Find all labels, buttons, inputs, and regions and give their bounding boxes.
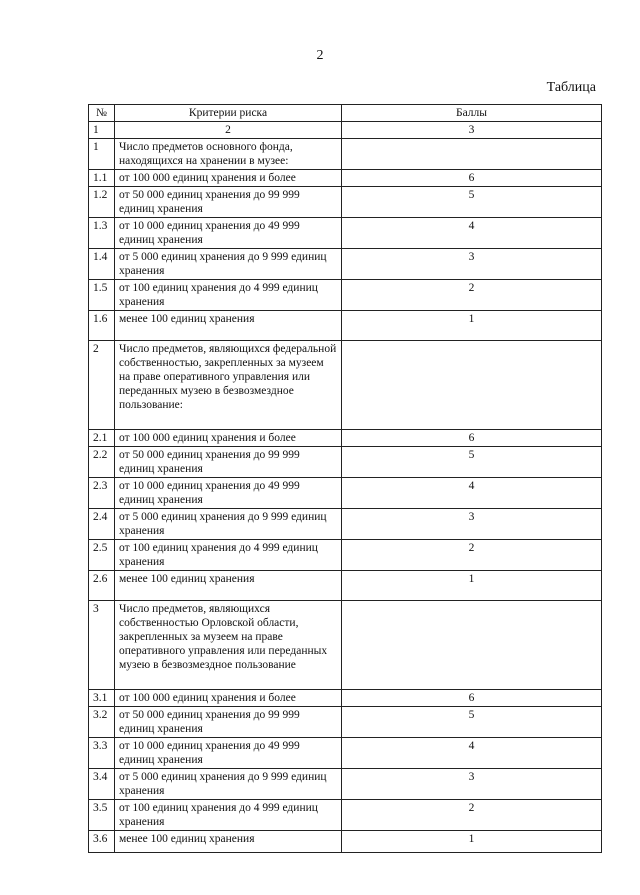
row-score: 1 (342, 571, 602, 601)
row-criteria: от 50 000 единиц хранения до 99 999 единиц хранения (115, 707, 342, 738)
header-score: Баллы (342, 105, 602, 122)
row-criteria: от 100 000 единиц хранения и более (115, 170, 342, 187)
row-criteria: от 5 000 единиц хранения до 9 999 единиц хранения (115, 769, 342, 800)
row-number: 3.2 (89, 707, 115, 738)
table-row (89, 170, 602, 187)
row-number: 2.6 (89, 571, 115, 601)
row-score: 4 (342, 478, 602, 509)
row-number: 3.6 (89, 831, 115, 853)
row-criteria: от 100 единиц хранения до 4 999 единиц хранения (115, 540, 342, 571)
row-score (342, 601, 602, 690)
row-criteria: от 100 000 единиц хранения и более (115, 690, 342, 707)
row-criteria: от 10 000 единиц хранения до 49 999 единиц хранения (115, 478, 342, 509)
table-row (89, 509, 602, 540)
risk-criteria-table (88, 104, 602, 853)
row-number: 3.4 (89, 769, 115, 800)
row-number: 3 (89, 601, 115, 690)
table-body (89, 139, 602, 853)
row-score: 3 (342, 249, 602, 280)
row-criteria: от 10 000 единиц хранения до 49 999 единиц хранения (115, 218, 342, 249)
table-row (89, 280, 602, 311)
row-number: 3.1 (89, 690, 115, 707)
row-criteria: менее 100 единиц хранения (115, 831, 342, 853)
row-number: 2.1 (89, 430, 115, 447)
row-criteria: от 5 000 единиц хранения до 9 999 единиц хранения (115, 249, 342, 280)
row-number: 1.2 (89, 187, 115, 218)
section-row (89, 601, 602, 690)
section-row (89, 139, 602, 170)
row-criteria: от 100 000 единиц хранения и более (115, 430, 342, 447)
row-number: 2 (89, 341, 115, 430)
table-row (89, 690, 602, 707)
table-row (89, 800, 602, 831)
table-row (89, 187, 602, 218)
row-criteria: от 50 000 единиц хранения до 99 999 единиц хранения (115, 187, 342, 218)
row-score: 5 (342, 707, 602, 738)
table-header-row (89, 105, 602, 122)
row-number: 2.5 (89, 540, 115, 571)
row-criteria: от 100 единиц хранения до 4 999 единиц хранения (115, 800, 342, 831)
table-row (89, 769, 602, 800)
row-number: 1.5 (89, 280, 115, 311)
row-score: 5 (342, 187, 602, 218)
row-score: 4 (342, 218, 602, 249)
table-row (89, 478, 602, 509)
column-number-3: 3 (342, 122, 602, 139)
row-number: 3.3 (89, 738, 115, 769)
header-criteria: Критерии риска (115, 105, 342, 122)
table-row (89, 540, 602, 571)
row-score: 2 (342, 800, 602, 831)
row-criteria: Число предметов, являющихся собственностью Орловской области, закрепленных за музеем на праве оперативного управления или переданных музею в безвозмездное пользование (115, 601, 342, 690)
column-number-row (89, 122, 602, 139)
column-number-1: 1 (89, 122, 115, 139)
section-row (89, 341, 602, 430)
row-score (342, 139, 602, 170)
row-number: 2.2 (89, 447, 115, 478)
row-number: 1.6 (89, 311, 115, 341)
table-row (89, 571, 602, 601)
row-score: 2 (342, 280, 602, 311)
row-number: 3.5 (89, 800, 115, 831)
row-number: 1.4 (89, 249, 115, 280)
row-criteria: Число предметов основного фонда, находящихся на хранении в музее: (115, 139, 342, 170)
row-score: 1 (342, 831, 602, 853)
row-criteria: от 100 единиц хранения до 4 999 единиц хранения (115, 280, 342, 311)
header-number: № (89, 105, 115, 122)
table-caption: Таблица (546, 80, 596, 95)
row-score: 3 (342, 509, 602, 540)
row-number: 1.3 (89, 218, 115, 249)
row-number: 1.1 (89, 170, 115, 187)
table-row (89, 311, 602, 341)
row-criteria: менее 100 единиц хранения (115, 311, 342, 341)
row-score: 6 (342, 690, 602, 707)
row-number: 2.4 (89, 509, 115, 540)
page-number: 2 (316, 48, 324, 63)
row-score: 5 (342, 447, 602, 478)
row-score: 6 (342, 170, 602, 187)
row-criteria: от 5 000 единиц хранения до 9 999 единиц хранения (115, 509, 342, 540)
table-row (89, 831, 602, 853)
table-row (89, 738, 602, 769)
row-criteria: менее 100 единиц хранения (115, 571, 342, 601)
row-score: 1 (342, 311, 602, 341)
row-score: 6 (342, 430, 602, 447)
row-number: 1 (89, 139, 115, 170)
table-row (89, 218, 602, 249)
table-row (89, 707, 602, 738)
row-score: 3 (342, 769, 602, 800)
row-criteria: Число предметов, являющихся федеральной собственностью, закрепленных за музеем на праве оперативного управления или переданных музею в безвозмездное пользование: (115, 341, 342, 430)
table-row (89, 430, 602, 447)
table-row (89, 447, 602, 478)
table-row (89, 249, 602, 280)
row-score: 4 (342, 738, 602, 769)
row-criteria: от 50 000 единиц хранения до 99 999 единиц хранения (115, 447, 342, 478)
row-score (342, 341, 602, 430)
column-number-2: 2 (115, 122, 342, 139)
row-score: 2 (342, 540, 602, 571)
row-number: 2.3 (89, 478, 115, 509)
row-criteria: от 10 000 единиц хранения до 49 999 единиц хранения (115, 738, 342, 769)
